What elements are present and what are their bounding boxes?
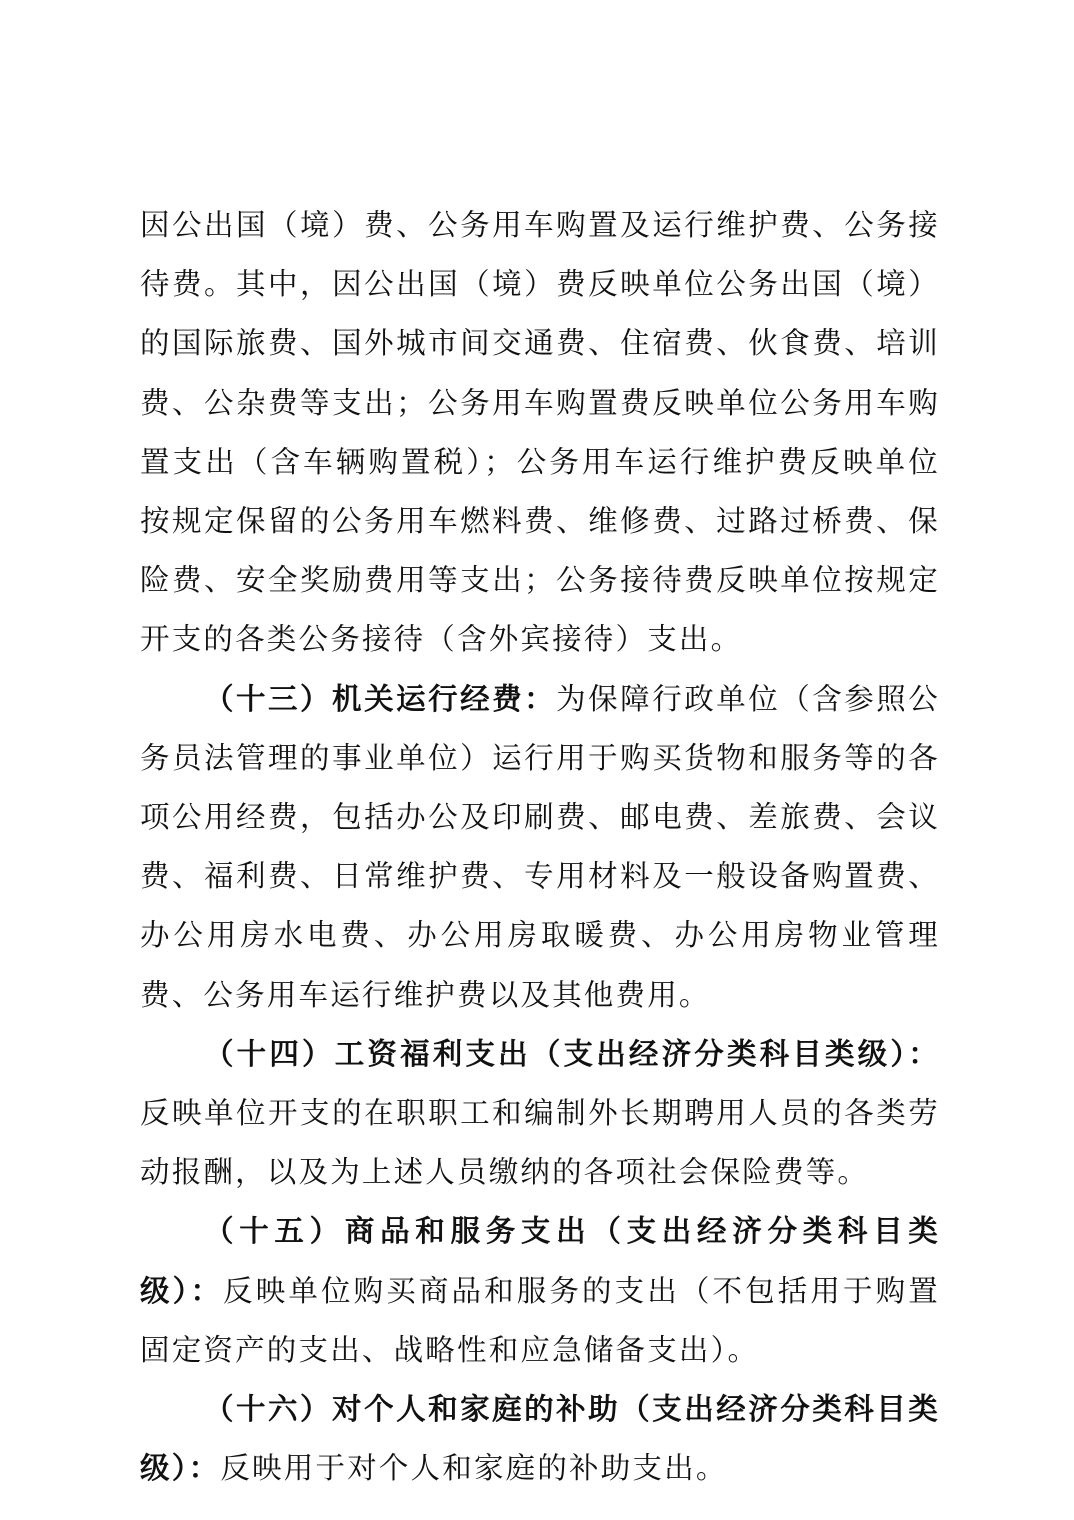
paragraph-heading: （十三）机关运行经费： [204, 681, 557, 716]
paragraph-body: 为保障行政单位（含参照公务员法管理的事业单位）运行用于购买货物和服务等的各项公用经费，包括办公及印刷费、邮电费、差旅费、会议费、福利费、日常维护费、专用材料及一般设备购置费、办公用房水电费、办公用房取暖费、办公用房物业管理费、公务用车运行维护费以及其他费用。 [140, 681, 941, 1012]
paragraph-16-subsidies-to-individuals [140, 1380, 940, 1498]
document-body [140, 196, 940, 1498]
paragraph-continuation [140, 196, 940, 670]
paragraph-heading: （十六）对个人和家庭的补助（支出经济分类科目类级）： [140, 1392, 940, 1486]
paragraph-13-administrative-operating-expenses [140, 670, 940, 1025]
paragraph-15-goods-and-services [140, 1202, 940, 1380]
paragraph-heading: （十四）工资福利支出（支出经济分类科目类级）： [204, 1036, 940, 1071]
paragraph-14-wages-and-benefits [140, 1025, 940, 1203]
paragraph-heading: （十五）商品和服务支出（支出经济分类科目类级）： [140, 1214, 940, 1308]
paragraph-body: 反映单位购买商品和服务的支出（不包括用于购置固定资产的支出、战略性和应急储备支出）。 [140, 1273, 940, 1367]
paragraph-body: 反映单位开支的在职职工和编制外长期聘用人员的各类劳动报酬，以及为上述人员缴纳的各项社会保险费等。 [140, 1096, 940, 1190]
paragraph-body: 因公出国（境）费、公务用车购置及运行维护费、公务接待费。其中，因公出国（境）费反映单位公务出国（境）的国际旅费、国外城市间交通费、住宿费、伙食费、培训费、公杂费等支出；公务用车购置费反映单位公务用车购置支出（含车辆购置税）；公务用车运行维护费反映单位按规定保留的公务用车燃料费、维修费、过路过桥费、保险费、安全奖励费用等支出；公务接待费反映单位按规定开支的各类公务接待（含外宾接待）支出。 [140, 208, 940, 657]
paragraph-body: 反映用于对个人和家庭的补助支出。 [220, 1451, 728, 1486]
